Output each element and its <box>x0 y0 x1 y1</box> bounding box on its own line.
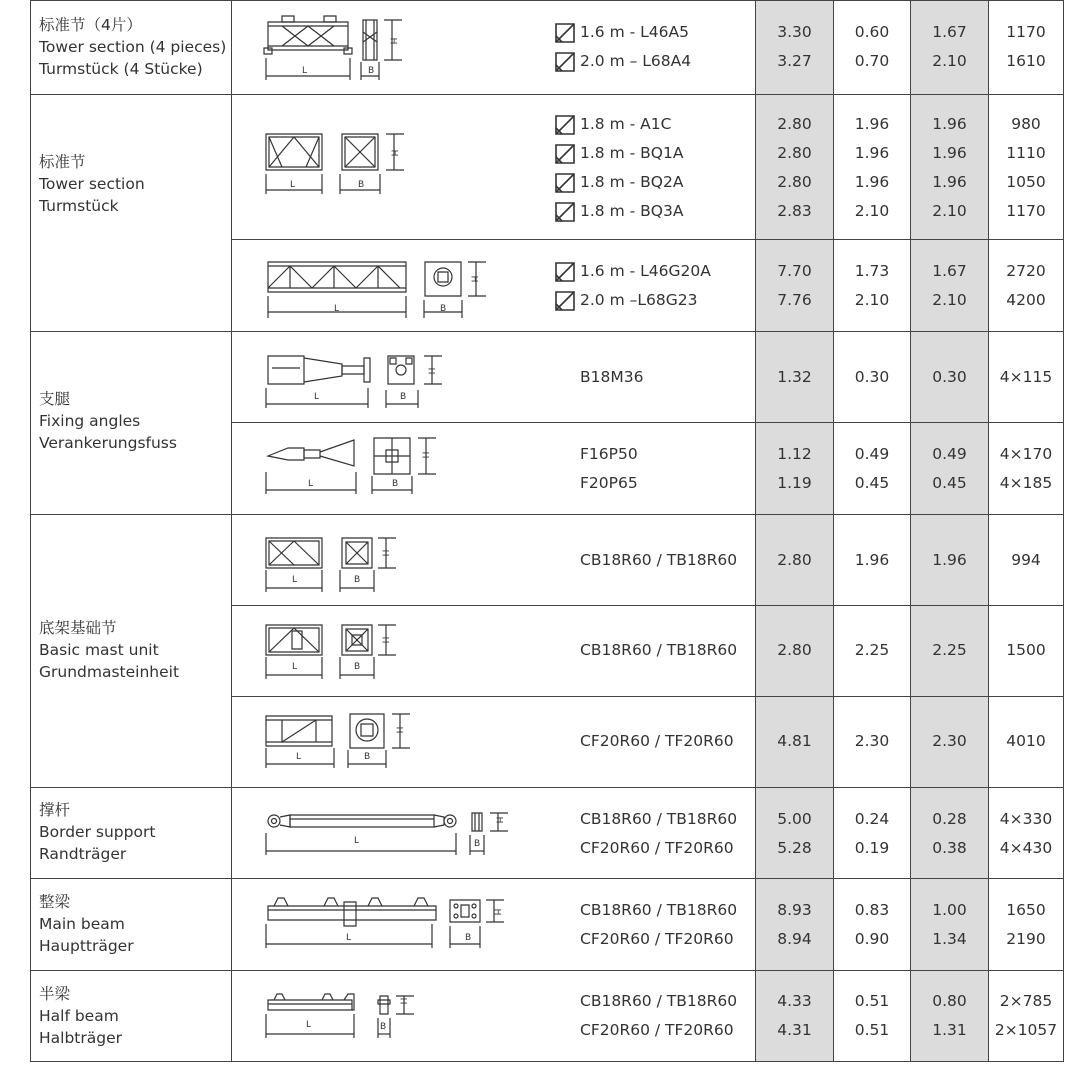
value-c4: 2×785 <box>999 992 1053 1010</box>
row-divider <box>30 878 1064 879</box>
label-de: Randträger <box>39 845 127 863</box>
table-divider <box>1063 0 1064 1062</box>
dim-letter-H: H <box>419 451 430 459</box>
value-c2: 1.96 <box>854 115 890 133</box>
value-c3: 0.80 <box>932 992 967 1010</box>
model-label: CF20R60 / TF20R60 <box>580 839 734 857</box>
value-c4: 980 <box>1011 115 1041 133</box>
value-c3: 0.38 <box>932 839 967 857</box>
value-c1: 4.81 <box>777 732 812 750</box>
table-divider <box>30 0 31 1062</box>
dim-letter-L: L <box>302 66 308 76</box>
dim-letter-H: H <box>493 816 504 824</box>
value-c1: 1.19 <box>777 474 812 492</box>
tower-section-icon <box>554 261 576 283</box>
model-label: 1.8 m - BQ3A <box>580 202 684 220</box>
dim-letter-L: L <box>292 662 298 672</box>
label-zh: 底架基础节 <box>39 619 117 637</box>
value-c4: 4×170 <box>999 445 1053 463</box>
label-de: Verankerungsfuss <box>39 434 177 452</box>
value-c3: 1.96 <box>932 144 967 162</box>
value-c1: 2.80 <box>777 551 812 569</box>
value-c2: 0.51 <box>854 1021 890 1039</box>
value-c4: 2190 <box>1006 930 1046 948</box>
row-label <box>39 799 155 865</box>
row-divider <box>30 0 1064 1</box>
fixing-angle-drawing <box>264 350 454 412</box>
dim-letter-B: B <box>400 392 407 402</box>
dim-letter-H: H <box>379 549 390 557</box>
row-label <box>39 891 134 957</box>
tower-section-icon <box>554 143 576 165</box>
dim-letter-B: B <box>380 1022 387 1032</box>
value-c1: 7.70 <box>777 262 812 280</box>
model-label: CB18R60 / TB18R60 <box>580 901 738 919</box>
value-c1: 2.80 <box>777 173 812 191</box>
row-label <box>39 151 145 217</box>
label-en: Basic mast unit <box>39 641 159 659</box>
subrow-divider <box>231 696 1064 697</box>
value-c3: 1.00 <box>932 901 967 919</box>
label-en: Tower section <box>39 175 145 193</box>
value-c4: 4×185 <box>999 474 1053 492</box>
dim-letter-L: L <box>314 392 320 402</box>
dim-letter-H: H <box>425 367 436 375</box>
label-zh: 支腿 <box>39 390 71 408</box>
value-c1: 8.93 <box>777 901 812 919</box>
value-c1: 4.31 <box>777 1021 812 1039</box>
label-de: Halbträger <box>39 1029 122 1047</box>
table-divider <box>231 0 232 1062</box>
model-label: CB18R60 / TB18R60 <box>580 641 738 659</box>
value-c2: 0.60 <box>854 23 890 41</box>
basic-mast-unit-drawing <box>262 710 422 772</box>
value-c2: 0.70 <box>854 52 890 70</box>
label-en: Half beam <box>39 1007 119 1025</box>
label-zh: 撑杆 <box>39 801 71 819</box>
tower-section-icon <box>554 172 576 194</box>
value-c4: 4×330 <box>999 810 1053 828</box>
value-c1: 8.94 <box>777 930 812 948</box>
value-c3: 1.96 <box>932 173 967 191</box>
model-label: B18M36 <box>580 368 644 386</box>
dim-letter-H: H <box>387 37 398 45</box>
model-label: 1.6 m - L46G20A <box>580 262 711 280</box>
model-label: CB18R60 / TB18R60 <box>580 992 738 1010</box>
value-c1: 1.12 <box>777 445 812 463</box>
value-c2: 0.83 <box>854 901 890 919</box>
basic-mast-unit-drawing <box>262 621 412 683</box>
value-c3: 1.67 <box>932 262 967 280</box>
value-c2: 1.73 <box>854 262 890 280</box>
label-zh: 整梁 <box>39 893 71 911</box>
value-c2: 1.96 <box>854 144 890 162</box>
dim-letter-L: L <box>292 575 298 585</box>
dim-letter-B: B <box>354 575 361 585</box>
value-c1: 2.80 <box>777 115 812 133</box>
model-label: 2.0 m – L68A4 <box>580 52 692 70</box>
row-label <box>39 14 226 80</box>
value-c3: 0.28 <box>932 810 967 828</box>
value-c4: 4×430 <box>999 839 1053 857</box>
row-label <box>39 983 122 1049</box>
label-de: Turmstück <box>39 197 119 215</box>
subrow-divider <box>231 422 1064 423</box>
value-c2: 0.30 <box>854 368 890 386</box>
value-c4: 4010 <box>1006 732 1046 750</box>
dim-letter-B: B <box>392 479 399 489</box>
value-c1: 4.33 <box>777 992 812 1010</box>
value-c2: 2.10 <box>854 202 890 220</box>
fixing-angle-drawing <box>264 432 454 498</box>
value-c3: 0.45 <box>932 474 967 492</box>
model-label: 1.6 m - L46A5 <box>580 23 689 41</box>
value-c1: 5.28 <box>777 839 812 857</box>
value-c3: 2.30 <box>932 732 967 750</box>
row-label <box>39 388 177 454</box>
value-c4: 1650 <box>1006 901 1046 919</box>
model-label: CB18R60 / TB18R60 <box>580 551 738 569</box>
value-c4: 1170 <box>1006 23 1046 41</box>
value-c1: 7.76 <box>777 291 812 309</box>
dim-letter-B: B <box>440 304 447 314</box>
label-zh: 标准节 <box>39 153 86 171</box>
value-c4: 994 <box>1011 551 1041 569</box>
tower-section-icon <box>554 201 576 223</box>
model-label: CF20R60 / TF20R60 <box>580 1021 734 1039</box>
value-c1: 2.80 <box>777 144 812 162</box>
long-tower-section-drawing <box>264 256 494 320</box>
dim-letter-L: L <box>308 479 314 489</box>
label-zh: 半梁 <box>39 985 71 1003</box>
model-label: 1.8 m - A1C <box>580 115 672 133</box>
label-en: Fixing angles <box>39 412 141 430</box>
value-c2: 2.25 <box>854 641 890 659</box>
model-label: CF20R60 / TF20R60 <box>580 732 734 750</box>
value-c3: 1.96 <box>932 115 967 133</box>
value-c3: 2.10 <box>932 291 967 309</box>
value-c3: 0.49 <box>932 445 967 463</box>
value-c4: 4×115 <box>999 368 1053 386</box>
dim-letter-L: L <box>346 933 352 943</box>
value-c4: 1170 <box>1006 202 1046 220</box>
value-c3: 1.96 <box>932 551 967 569</box>
value-c3: 1.67 <box>932 23 967 41</box>
value-c1: 5.00 <box>777 810 812 828</box>
value-c2: 0.24 <box>854 810 890 828</box>
value-c3: 2.10 <box>932 52 967 70</box>
half-beam-drawing <box>264 988 434 1042</box>
value-c3: 1.34 <box>932 930 967 948</box>
label-de: Hauptträger <box>39 937 134 955</box>
row-divider <box>30 331 1064 332</box>
row-divider <box>30 970 1064 971</box>
value-c3: 2.25 <box>932 641 967 659</box>
label-de: Turmstück (4 Stücke) <box>39 60 203 78</box>
value-c2: 0.49 <box>854 445 890 463</box>
value-c2: 0.19 <box>854 839 890 857</box>
model-label: 2.0 m –L68G23 <box>580 291 698 309</box>
row-divider <box>30 787 1064 788</box>
label-zh: 标准节（4片） <box>39 16 142 34</box>
dim-letter-L: L <box>290 180 296 190</box>
main-beam-drawing <box>264 888 524 952</box>
basic-mast-unit-drawing <box>262 534 412 596</box>
dim-letter-B: B <box>358 180 365 190</box>
dim-letter-L: L <box>296 752 302 762</box>
value-c4: 1050 <box>1006 173 1046 191</box>
value-c2: 0.45 <box>854 474 890 492</box>
value-c2: 1.96 <box>854 551 890 569</box>
tower-section-drawing <box>262 130 412 198</box>
dim-letter-H: H <box>491 908 502 916</box>
value-c4: 2×1057 <box>994 1021 1058 1039</box>
tower-section-icon <box>554 290 576 312</box>
model-label: F16P50 <box>580 445 638 463</box>
value-c2: 0.51 <box>854 992 890 1010</box>
model-label: 1.8 m - BQ2A <box>580 173 684 191</box>
label-de: Grundmasteinheit <box>39 663 180 681</box>
model-label: CF20R60 / TF20R60 <box>580 930 734 948</box>
dim-letter-B: B <box>364 752 371 762</box>
value-c1: 1.32 <box>777 368 812 386</box>
dim-letter-L: L <box>306 1020 312 1030</box>
value-c1: 2.83 <box>777 202 812 220</box>
dim-letter-B: B <box>368 66 375 76</box>
dim-letter-H: H <box>393 726 404 734</box>
row-divider <box>30 514 1064 515</box>
dim-letter-H: H <box>397 997 408 1005</box>
value-c2: 2.30 <box>854 732 890 750</box>
dim-letter-B: B <box>354 662 361 672</box>
value-c3: 1.31 <box>932 1021 967 1039</box>
tower-section-icon <box>554 51 576 73</box>
dim-letter-H: H <box>388 149 399 157</box>
model-label: F20P65 <box>580 474 638 492</box>
model-label: 1.8 m - BQ1A <box>580 144 684 162</box>
dim-letter-L: L <box>354 836 360 846</box>
value-c3: 2.10 <box>932 202 967 220</box>
subrow-divider <box>231 605 1064 606</box>
row-divider <box>30 1061 1064 1062</box>
label-en: Border support <box>39 823 156 841</box>
label-en: Tower section (4 pieces) <box>39 38 227 56</box>
dim-letter-H: H <box>468 275 479 283</box>
value-c1: 2.80 <box>777 641 812 659</box>
value-c4: 1610 <box>1006 52 1046 70</box>
dim-letter-L: L <box>334 304 340 314</box>
tower-section-pieces-drawing <box>262 14 412 82</box>
label-en: Main beam <box>39 915 125 933</box>
model-label: CB18R60 / TB18R60 <box>580 810 738 828</box>
dim-letter-B: B <box>465 933 472 943</box>
value-c3: 0.30 <box>932 368 967 386</box>
value-c1: 3.27 <box>777 52 812 70</box>
border-support-drawing <box>264 805 544 859</box>
row-divider <box>30 94 1064 95</box>
tower-section-icon <box>554 114 576 136</box>
value-c4: 2720 <box>1006 262 1046 280</box>
tower-section-icon <box>554 22 576 44</box>
value-c4: 4200 <box>1006 291 1046 309</box>
subrow-divider <box>231 239 1064 240</box>
value-c4: 1500 <box>1006 641 1046 659</box>
value-c2: 0.90 <box>854 930 890 948</box>
value-c4: 1110 <box>1006 144 1046 162</box>
row-label <box>39 617 179 683</box>
dim-letter-H: H <box>379 636 390 644</box>
value-c1: 3.30 <box>777 23 812 41</box>
value-c2: 2.10 <box>854 291 890 309</box>
value-c2: 1.96 <box>854 173 890 191</box>
dim-letter-B: B <box>474 839 481 849</box>
